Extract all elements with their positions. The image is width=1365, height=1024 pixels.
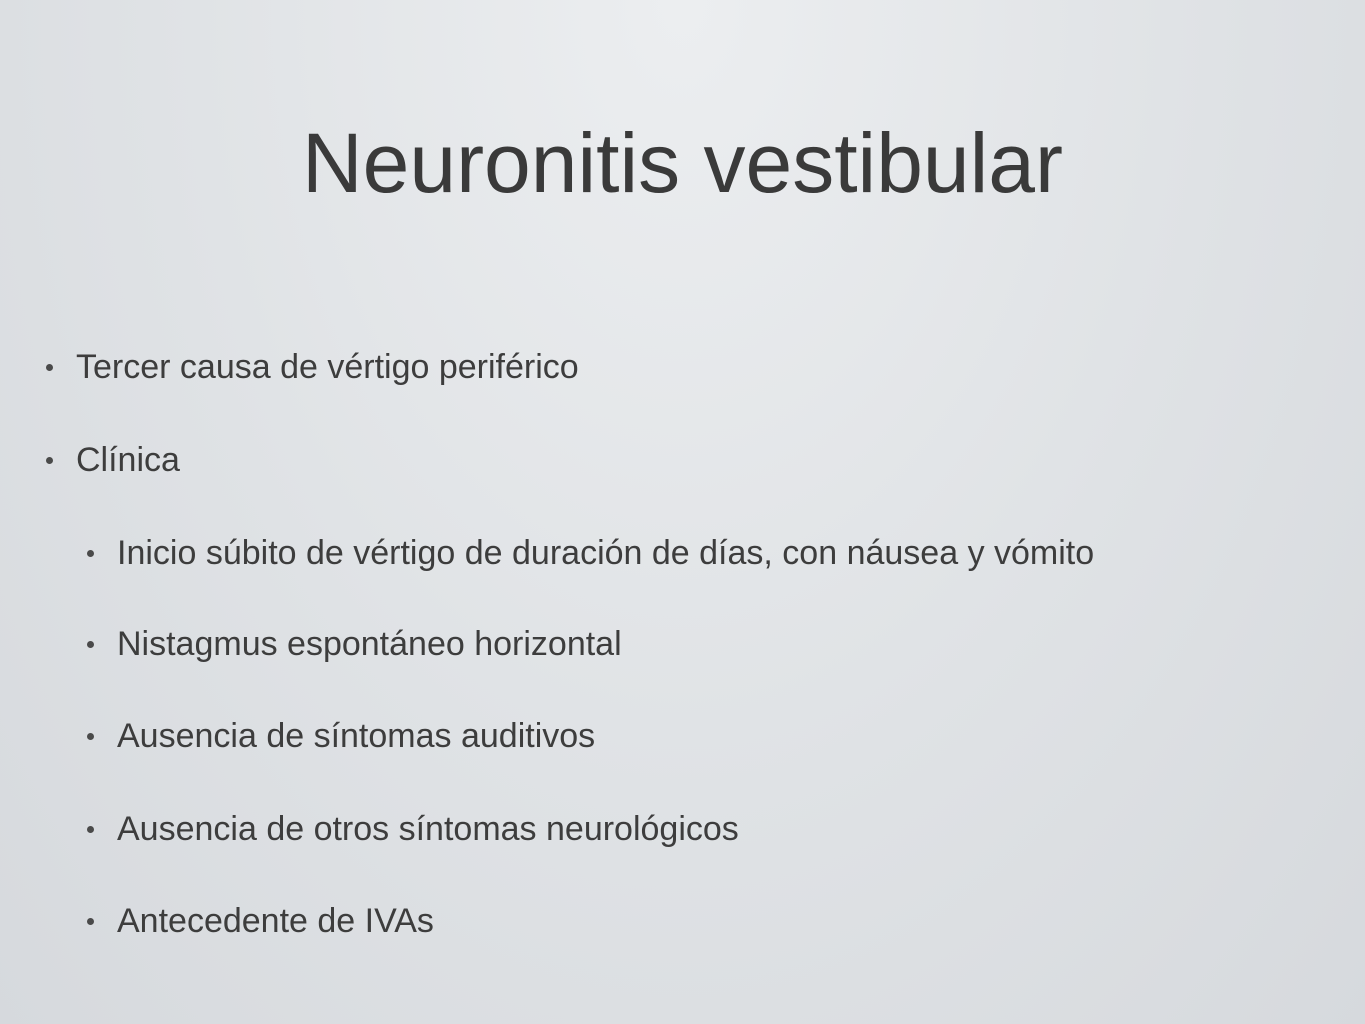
bullet-dot-icon — [87, 641, 94, 648]
bullet-text: Antecedente de IVAs — [117, 902, 434, 940]
bullet-dot-icon — [87, 733, 94, 740]
bullet-text: Ausencia de síntomas auditivos — [117, 717, 596, 755]
bullet-dot-icon — [46, 364, 53, 371]
bullet-text: Clínica — [76, 441, 180, 479]
sub-bullet-item — [117, 533, 1094, 573]
bullet-text: Inicio súbito de vértigo de duración de días, con náusea y vómito — [117, 534, 1095, 572]
sub-bullet-item — [117, 716, 595, 756]
bullet-dot-icon — [46, 457, 53, 464]
sub-bullet-item — [117, 809, 739, 849]
sub-bullet-item — [117, 901, 434, 941]
sub-bullet-item — [117, 624, 622, 664]
slide-title: Neuronitis vestibular — [301, 116, 1063, 210]
bullet-dot-icon — [87, 550, 94, 557]
bullet-item — [76, 440, 180, 480]
bullet-dot-icon — [87, 918, 94, 925]
bullet-text: Nistagmus espontáneo horizontal — [117, 625, 622, 663]
bullet-text: Ausencia de otros síntomas neurológicos — [117, 810, 739, 848]
bullet-dot-icon — [87, 826, 94, 833]
bullet-text: Tercer causa de vértigo periférico — [76, 348, 579, 386]
bullet-item — [76, 347, 579, 387]
